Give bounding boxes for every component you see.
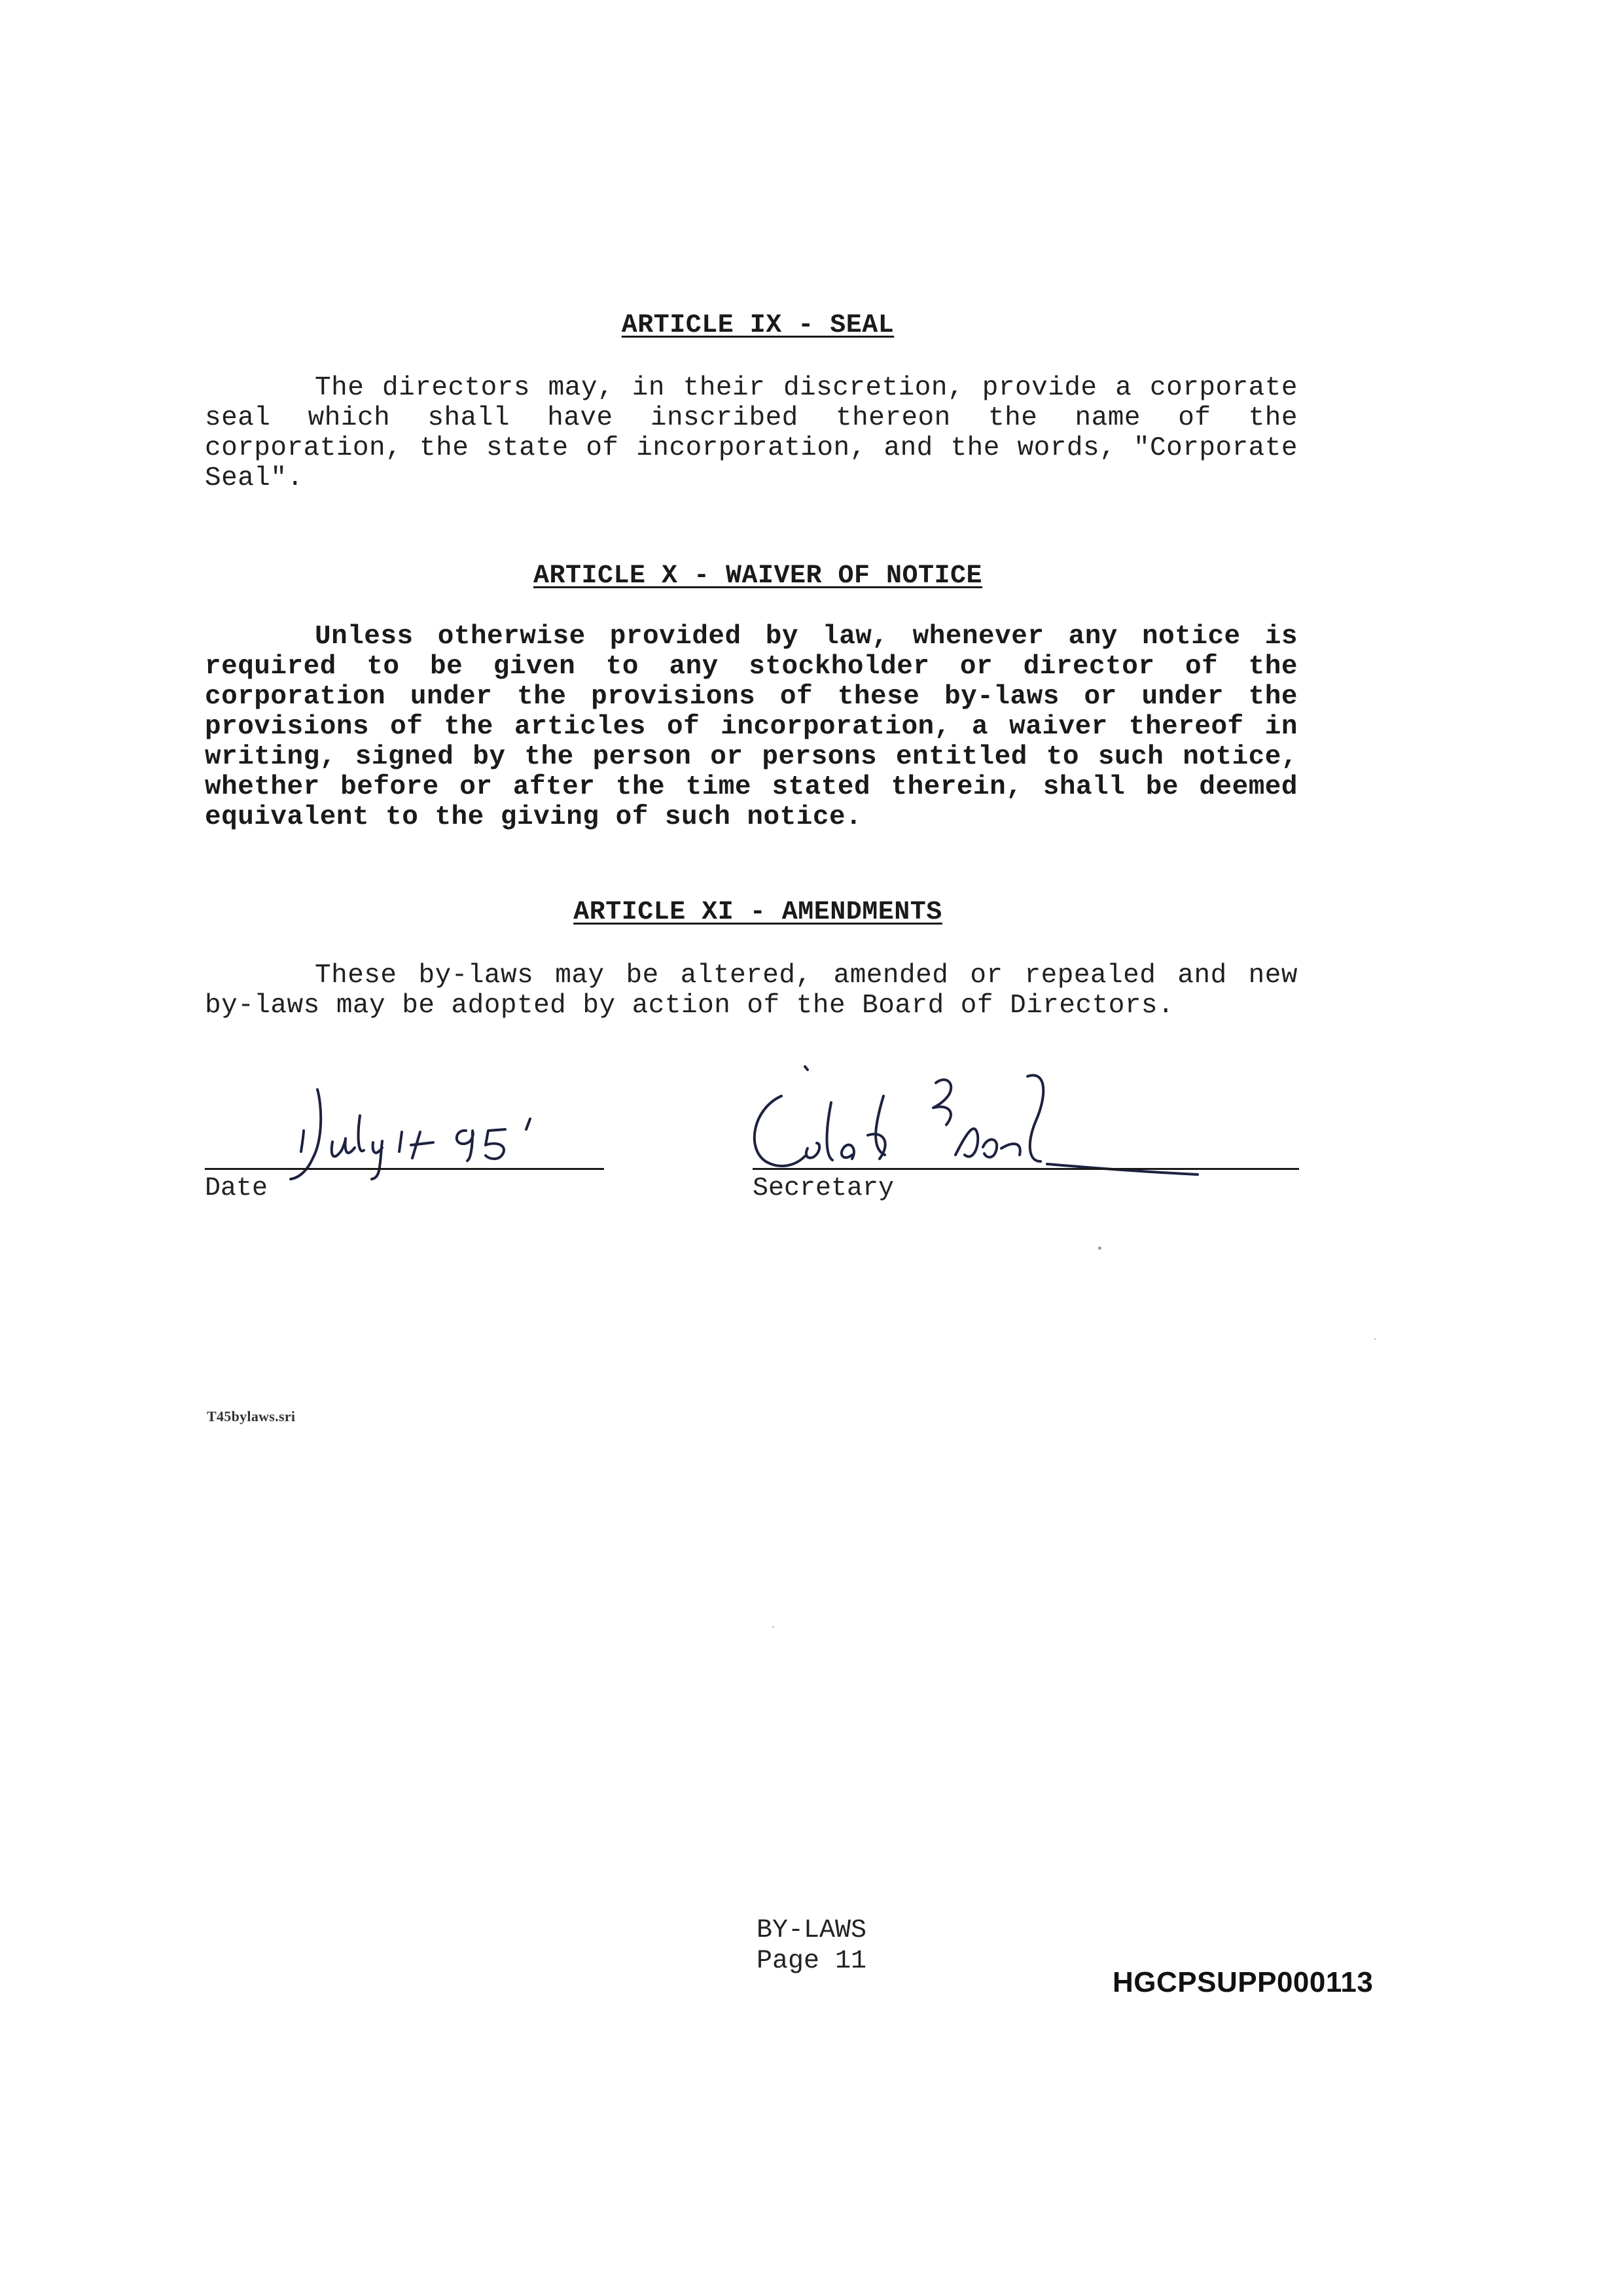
scan-speck bbox=[1098, 1246, 1101, 1250]
footer-title: BY-LAWS bbox=[756, 1916, 867, 1945]
article-xi-heading: ARTICLE XI - AMENDMENTS bbox=[573, 898, 942, 927]
document-filename: T45bylaws.sri bbox=[207, 1408, 296, 1424]
article-ix-body: The directors may, in their discretion, provide a corporate seal which shall have inscribed thereon the name of the corporation, the state of incorporation, and the words, "Corporate Seal". bbox=[205, 373, 1298, 493]
footer-page-number: Page 11 bbox=[756, 1947, 867, 1976]
article-xi-body: These by-laws may be altered, amended or repealed and new by-laws may be adopted by action of the Board of Directors. bbox=[205, 961, 1298, 1021]
scan-speck bbox=[772, 1626, 774, 1628]
secretary-label: Secretary bbox=[753, 1174, 895, 1203]
date-signature-line bbox=[205, 1168, 604, 1170]
scan-speck bbox=[1374, 1338, 1376, 1340]
secretary-signature-line bbox=[753, 1168, 1299, 1170]
article-ix-heading: ARTICLE IX - SEAL bbox=[621, 311, 895, 340]
article-x-heading: ARTICLE X - WAIVER OF NOTICE bbox=[533, 561, 983, 591]
date-label: Date bbox=[205, 1174, 268, 1203]
article-x-body: Unless otherwise provided by law, whenever any notice is required to be given to any stockholder or director of the corporation under the provisions of these by-laws or under the provisions of the articles of incorporation, a waiver thereof in writing, signed by the person or persons entitled to such notice, whether before or after the time stated therein, shall be deemed equivalent to the giving of such notice. bbox=[205, 622, 1298, 832]
handwritten-date bbox=[281, 1080, 622, 1217]
bates-number: HGCPSUPP000113 bbox=[1113, 1966, 1374, 1998]
